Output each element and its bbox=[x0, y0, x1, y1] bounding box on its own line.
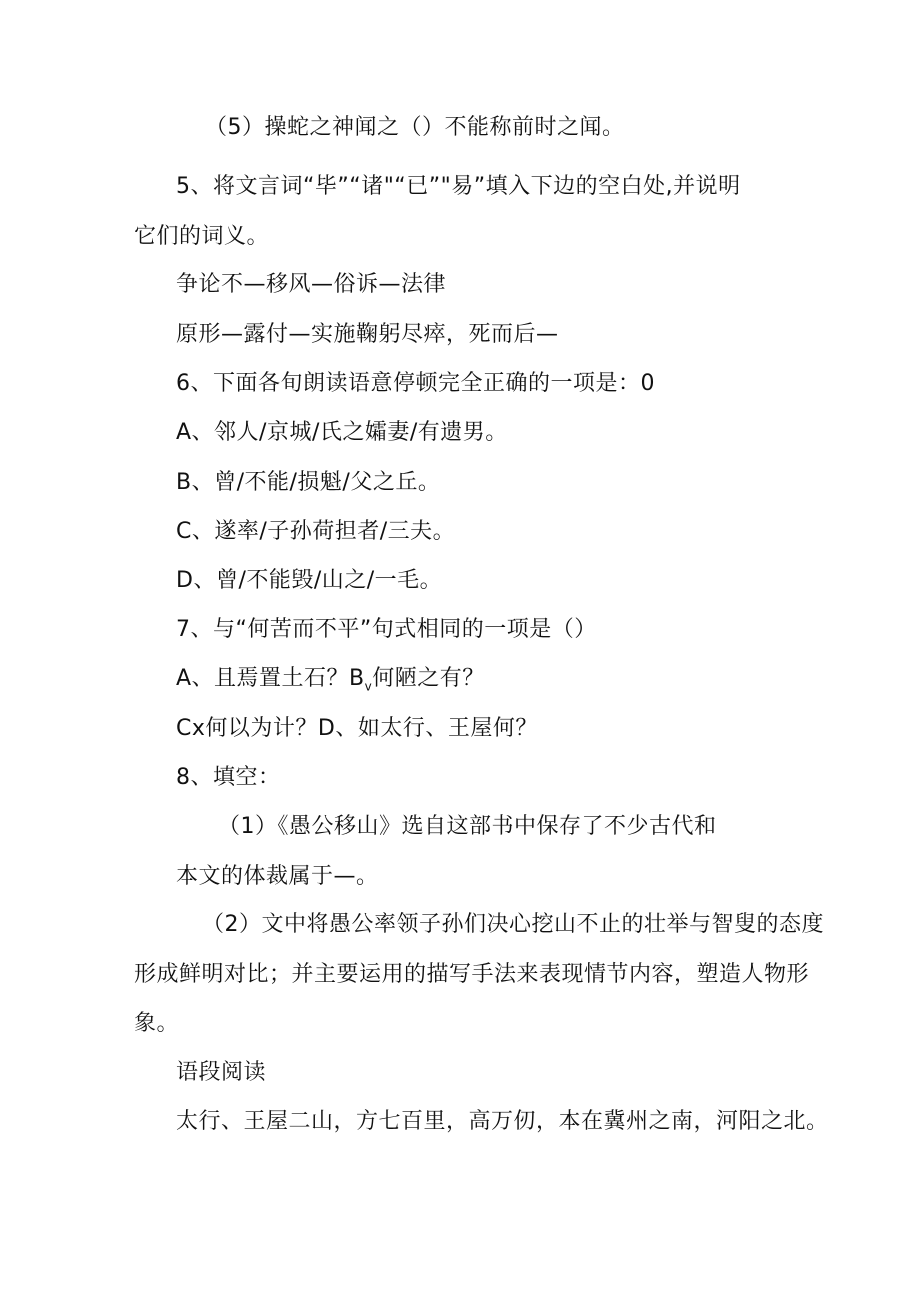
question-7-option-b-text: 何陋之有？ bbox=[372, 666, 485, 691]
question-8-item-2-end: 象。 bbox=[134, 1011, 180, 1036]
question-8-item-1: （1）《愚公移山》选自这部书中保存了不少古代和 bbox=[218, 814, 717, 839]
section-heading-reading: 语段阅读 bbox=[176, 1060, 267, 1085]
question-7-options-cd: Cx何以为计？D、如太行、王屋何？ bbox=[176, 716, 538, 741]
question-8-item-1-cont: 本文的体裁属于—。 bbox=[176, 864, 379, 889]
question-6-option-b: B、曾/不能/损魁/父之丘。 bbox=[176, 470, 441, 495]
reading-passage-line-1: 太行、王屋二山，方七百里，高万仞，本在冀州之南，河阳之北。 bbox=[176, 1109, 829, 1134]
question-6-option-c: C、遂率/子孙荷担者/三夫。 bbox=[176, 519, 456, 544]
question-6-option-a: A、邻人/京城/氏之孀妻/有遗男。 bbox=[176, 420, 508, 445]
question-5-prompt-cont: 它们的词义。 bbox=[134, 224, 270, 249]
question-7-prompt: 7、与“何苦而不平”句式相同的一项是（） bbox=[176, 617, 597, 642]
question-8-item-2-cont: 形成鲜明对比；并主要运用的描写手法来表现情节内容，塑造人物形 bbox=[134, 962, 810, 987]
question-6-option-d: D、曾/不能毁/山之/一毛。 bbox=[176, 568, 443, 593]
question-8-prompt: 8、填空： bbox=[176, 765, 281, 790]
question-5-blanks-line-2: 原形—露付—实施鞠躬尽瘁，死而后— bbox=[176, 322, 559, 347]
option-b-subscript: v bbox=[364, 679, 373, 694]
question-5-blanks-line-1: 争论不—移风—俗诉—法律 bbox=[176, 272, 447, 297]
question-5-prompt: 5、将文言词“毕”“诸"“已”"易”填入下边的空白处,并说明 bbox=[176, 174, 741, 199]
question-7-options-ab bbox=[176, 664, 485, 701]
question-6-prompt: 6、下面各旬朗读语意停顿完全正确的一项是：0 bbox=[176, 371, 655, 396]
question-7-option-a-text: A、且焉置土石？B bbox=[176, 666, 365, 691]
question-4-item-5: （5）操蛇之神闻之（）不能称前时之闻。 bbox=[205, 115, 625, 140]
question-8-item-2: （2）文中将愚公率领子孙们决心挖山不止的壮举与智叟的态度 bbox=[202, 912, 824, 937]
